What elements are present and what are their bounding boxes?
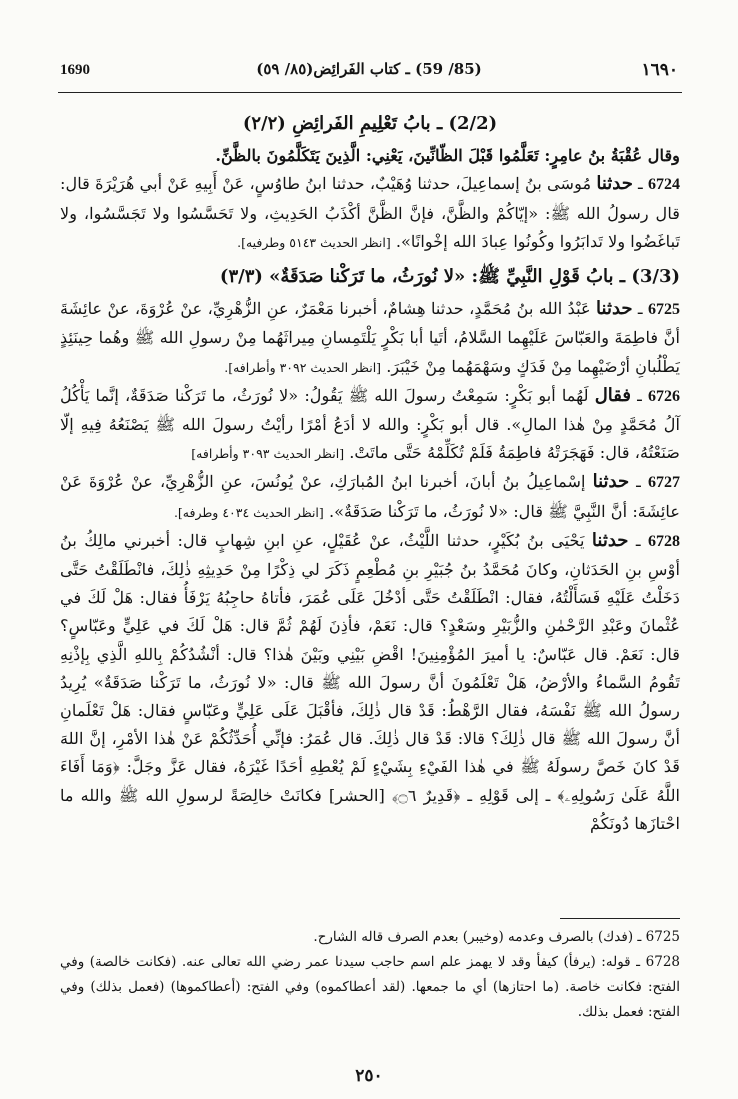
page-number-arabic: ١٦٩٠ xyxy=(641,60,678,80)
hadith-text: إسْماعِيلُ بنُ أبانَ، أخبرنا ابنُ المُبارَكِ، عنْ يُونُسَ، عنِ الزُّهْرِيِّ، عنْ عُرْوَةَ عَنْ عائِشَةَ: أنَّ النَّبِيَّ ﷺ قال: «لا نُورَثُ، ما تَرَكْنا صَدَقَةٌ». xyxy=(60,472,680,521)
hadith-6726: 6726 ـ فقال لَهُما أبو بَكْرٍ: سَمِعْتُ رسولَ الله ﷺ يَقُولُ: «لا نُورَثُ، ما تَرَكْنا صَدَقَةٌ، إنَّما يَأْكُلُ آلُ مُحَمَّدٍ مِنْ هٰذا المالِ». قال أبو بَكْرٍ: والله لا أدَعُ أمْرًا رأيْتُ رسولَ الله ﷺ يَصْنَعُهُ فِيهِ إلّا صَنَعْتُهُ، قال: فَهَجَرَتْهُ فاطِمَةُ فَلَمْ تُكَلِّمْهُ حَتَّى ماتَتْ. [انظر الحديث ٣٠٩٣ وأطرافه] xyxy=(60,384,680,463)
page-number-latin: 1690 xyxy=(60,62,90,78)
hadith-6728: 6728 ـ حدثنا يَحْيَى بنُ بُكَيْرٍ، حدثنا اللَّيْثُ، عنْ عُقَيْلٍ، عنِ ابنِ شِهابٍ قال: أخبرني مالِكُ بنُ أوْسِ بنِ الحَدَثانِ، وكانَ مُحَمَّدُ بنُ جُبَيْرِ بنِ مُطْعِمٍ ذَكَرَ لي ذِكْرًا مِنْ حَدِيثِهِ ذٰلِكَ، فانْطَلَقْتُ حَتَّى دَخَلْتُ عَلَيْهِ فَسَأَلْتُهُ، فقال: انْطَلَقْتُ حَتَّى أدْخُلَ عَلَى عُمَرَ، فأتاهُ حاجِبُهُ يَرْفَأُ فقال: هَلْ لَكَ في عُثْمانَ وعَبْدِ الرَّحْمٰنِ والزُّبَيْرِ وسَعْدٍ؟ قال: نَعَمْ، فأذِنَ لَهُمْ ثُمَّ قال: هَلْ لَكَ في عَلِيٍّ وعَبّاسٍ؟ قال: نَعَمْ. قال عَبّاسٌ: يا أميرَ المُؤْمِنِينَ! اقْضِ بَيْنِي وبَيْنَ هٰذا؟ قال: أنْشُدُكُمْ بِاللهِ الَّذِي بِإذْنِهِ تَقُومُ السَّماءُ والأرْضُ، هَلْ تَعْلَمُونَ أنَّ رسولَ الله ﷺ قال: «لا نُورَثُ، ما تَرَكْنا صَدَقَةٌ» يُرِيدُ رسولُ الله ﷺ نَفْسَهُ، فقال الرَّهْطُ: قَدْ قال ذٰلِكَ، فأقْبَلَ عَلَى عَلِيٍّ وعَبّاسٍ فقال: هَلْ تَعْلَمانِ أنَّ رسولَ الله ﷺ قال ذٰلِكَ؟ قالا: قَدْ قال ذٰلِكَ. قال عُمَرُ: فإنِّي أُحَدِّثُكُمْ عَنْ هٰذا الأمْرِ، إنَّ اللهَ قَدْ كانَ خَصَّ رسولَهُ ﷺ في هٰذا الفَيْءِ بِشَيْءٍ لَمْ يُعْطِهِ أحَدًا غَيْرَهُ، فقال عَزَّ وجَلَّ: ﴿وَمَا أَفَاءَ اللَّهُ عَلَىٰ رَسُولِهِۦ﴾ ـ إلى قَوْلِهِ ـ ﴿قَدِيرٌ ۝٦﴾ [الحشر] فكانَتْ خالِصَةً لرسولِ الله ﷺ والله ما احْتازَها دُونَكُمْ xyxy=(60,529,681,833)
hadith-keyword: حدثنا xyxy=(592,471,630,493)
running-header xyxy=(60,60,678,86)
hadith-number: 6725 xyxy=(647,301,680,319)
footnote-6728: 6728 ـ قوله: (يرفأ) كيفأ وقد لا يهمز علم اسم حاجب سيدنا عمر رضي الله تعالى عنه. (فكانت خالصة) وفي الفتح: فكانت خاصة. (ما احتازها) أي ما جمعها. (لقد أعطاكموه) وفي الفتح: (أعطاكموها) (فعمل بذلك) وفي الفتح: فعمل بذلك. xyxy=(60,954,681,1020)
chapter-heading-2: (2/2) ـ بابُ تَعْلِيمِ الفَرائِضِ (٢/٢) xyxy=(242,113,498,134)
hadith-keyword: حدثنا xyxy=(591,529,629,551)
running-title: (85/ 59) ـ كتاب الفَرائِض(٨٥/ ٥٩) xyxy=(256,60,482,78)
hadith-ref: [انظر الحديث ٥١٤٣ وطرفيه]. xyxy=(237,234,391,250)
page-footer-number: ٢٥٠ xyxy=(355,1066,383,1086)
hadith-text: لَهُما أبو بَكْرٍ: سَمِعْتُ رسولَ الله ﷺ يَقُولُ: «لا نُورَثُ، ما تَرَكْنا صَدَقَةٌ، إنَّما يَأْكُلُ آلُ مُحَمَّدٍ مِنْ هٰذا المالِ». قال أبو بَكْرٍ: والله لا أدَعُ أمْرًا رأيْتُ رسولَ الله ﷺ يَصْنَعُهُ فِيهِ إلّا صَنَعْتُهُ، قال: فَهَجَرَتْهُ فاطِمَةُ فَلَمْ تُكَلِّمْهُ حَتَّى ماتَتْ. xyxy=(60,385,680,463)
hadith-text: يَحْيَى بنُ بُكَيْرٍ، حدثنا اللَّيْثُ، عنْ عُقَيْلٍ، عنِ ابنِ شِهابٍ قال: أخبرني مالِكُ بنُ أوْسِ بنِ الحَدَثانِ، وكانَ مُحَمَّدُ بنُ جُبَيْرِ بنِ مُطْعِمٍ ذَكَرَ لي ذِكْرًا مِنْ حَدِيثِهِ ذٰلِكَ، فانْطَلَقْتُ حَتَّى دَخَلْتُ عَلَيْهِ فَسَأَلْتُهُ، فقال: انْطَلَقْتُ حَتَّى أدْخُلَ عَلَى عُمَرَ، فأتاهُ حاجِبُهُ يَرْفَأُ فقال: هَلْ لَكَ في عُثْمانَ وعَبْدِ الرَّحْمٰنِ والزُّبَيْرِ وسَعْدٍ؟ قال: نَعَمْ، فأذِنَ لَهُمْ ثُمَّ قال: هَلْ لَكَ في عَلِيٍّ وعَبّاسٍ؟ قال: نَعَمْ. قال عَبّاسٌ: يا أميرَ المُؤْمِنِينَ! اقْضِ بَيْنِي وبَيْنَ هٰذا؟ قال: أنْشُدُكُمْ بِاللهِ الَّذِي بِإذْنِهِ تَقُومُ السَّماءُ والأرْضُ، هَلْ تَعْلَمُونَ أنَّ رسولَ الله ﷺ قال: «لا نُورَثُ، ما تَرَكْنا صَدَقَةٌ» يُرِيدُ رسولُ الله ﷺ نَفْسَهُ، فقال الرَّهْطُ: قَدْ قال ذٰلِكَ، فأقْبَلَ عَلَى عَلِيٍّ وعَبّاسٍ فقال: هَلْ تَعْلَمانِ أنَّ رسولَ الله ﷺ قال ذٰلِكَ؟ قالا: قَدْ قال ذٰلِكَ. قال عُمَرُ: فإنِّي أُحَدِّثُكُمْ عَنْ هٰذا الأمْرِ، إنَّ اللهَ قَدْ كانَ خَصَّ رسولَهُ ﷺ في هٰذا الفَيْءِ بِشَيْءٍ لَمْ يُعْطِهِ أحَدًا غَيْرَهُ، فقال عَزَّ وجَلَّ: ﴿وَمَا أَفَاءَ اللَّهُ عَلَىٰ رَسُولِهِۦ﴾ ـ إلى قَوْلِهِ ـ ﴿قَدِيرٌ ۝٦﴾ [الحشر] فكانَتْ خالِصَةً لرسولِ الله ﷺ والله ما احْتازَها دُونَكُمْ xyxy=(60,530,681,833)
hadith-number: 6727 xyxy=(647,474,680,492)
footnote-rule xyxy=(560,918,680,919)
footnotes xyxy=(60,925,680,1025)
chapter-intro: وقال عُقْبَةُ بنُ عامِرٍ: تَعَلَّمُوا قَبْلَ الظّانِّينَ، يَعْنِي: الَّذِينَ يَتَكَلَّمُونَ بالظَّنِّ. xyxy=(215,146,680,166)
hadith-ref: [انظر الحديث ٣٠٩٣ وأطرافه] xyxy=(191,446,345,462)
header-rule xyxy=(58,92,682,93)
hadith-number: 6726 xyxy=(648,387,680,405)
hadith-6727: 6727 ـ حدثنا إسْماعِيلُ بنُ أبانَ، أخبرنا ابنُ المُبارَكِ، عنْ يُونُسَ، عنِ الزُّهْرِيِّ، عنْ عُرْوَةَ عَنْ عائِشَةَ: أنَّ النَّبِيَّ ﷺ قال: «لا نُورَثُ، ما تَرَكْنا صَدَقَةٌ». [انظر الحديث ٤٠٣٤ وطرفه]. xyxy=(60,471,680,521)
hadith-6725: 6725 ـ حدثنا عَبْدُ الله بنُ مُحَمَّدٍ، حدثنا هِشامٌ، أخبرنا مَعْمَرٌ، عنِ الزُّهْرِيِّ، عنْ عُرْوَةَ، عنْ عائِشَةَ أنَّ فاطِمَةَ والعَبّاسَ عَلَيْهِما السَّلامُ، أتَيا أبا بَكْرٍ يَلْتَمِسانِ مِيراثَهُما مِنْ رسولِ الله ﷺ وهُما حِينَئِذٍ يَطْلُبانِ أرْضَيْهِما مِنْ فَدَكٍ وسَهْمَهُما مِنْ خَيْبَرَ. [انظر الحديث ٣٠٩٢ وأطرافه]. xyxy=(60,298,680,376)
hadith-number: 6728 xyxy=(648,532,680,550)
hadith-text: عَبْدُ الله بنُ مُحَمَّدٍ، حدثنا هِشامٌ، أخبرنا مَعْمَرٌ، عنِ الزُّهْرِيِّ، عنْ عُرْوَةَ، عنْ عائِشَةَ أنَّ فاطِمَةَ والعَبّاسَ عَلَيْهِما السَّلامُ، أتَيا أبا بَكْرٍ يَلْتَمِسانِ مِيراثَهُما مِنْ رسولِ الله ﷺ وهُما حِينَئِذٍ يَطْلُبانِ أرْضَيْهِما مِنْ فَدَكٍ وسَهْمَهُما مِنْ خَيْبَرَ. xyxy=(60,299,680,376)
hadith-keyword: حدثنا xyxy=(596,173,633,195)
hadith-6724: 6724 ـ حدثنا مُوسَى بنُ إسماعِيلَ، حدثنا وُهَيْبٌ، حدثنا ابنُ طاوُسٍ، عَنْ أَبِيهِ عَنْ أبي هُرَيْرَةَ قال: قال رسولُ الله ﷺ: «إيّاكُمْ والظَّنَّ، فإنَّ الظَّنَّ أكْذَبُ الحَدِيثِ، ولا تَحَسَّسُوا ولا تَجَسَّسُوا، ولا تَباغَضُوا ولا تَدابَرُوا وكُونُوا عِبادَ الله إخْوانًا». [انظر الحديث ٥١٤٣ وطرفيه]. xyxy=(60,173,680,251)
hadith-number: 6724 xyxy=(647,176,680,194)
hadith-text: مُوسَى بنُ إسماعِيلَ، حدثنا وُهَيْبٌ، حدثنا ابنُ طاوُسٍ، عَنْ أَبِيهِ عَنْ أبي هُرَيْرَةَ قال: قال رسولُ الله ﷺ: «إيّاكُمْ والظَّنَّ، فإنَّ الظَّنَّ أكْذَبُ الحَدِيثِ، ولا تَحَسَّسُوا ولا تَجَسَّسُوا، ولا تَباغَضُوا ولا تَدابَرُوا وكُونُوا عِبادَ الله إخْوانًا». xyxy=(60,174,680,251)
hadith-keyword: حدثنا xyxy=(596,298,633,320)
hadith-keyword: فقال xyxy=(594,384,631,406)
main-text xyxy=(60,104,680,838)
footnote-6725: 6725 ـ (فدك) بالصرف وعدمه (وخيبر) بعدم الصرف قاله الشارح. xyxy=(313,929,680,945)
chapter-heading-3: (3/3) ـ بابُ قَوْلِ النَّبِيِّ ﷺ: «لا نُورَثُ، ما تَرَكْنا صَدَقَةٌ» (٣/٣) xyxy=(219,266,680,288)
hadith-ref: [انظر الحديث ٤٠٣٤ وطرفه]. xyxy=(173,504,324,520)
hadith-ref: [انظر الحديث ٣٠٩٢ وأطرافه]. xyxy=(224,359,382,375)
